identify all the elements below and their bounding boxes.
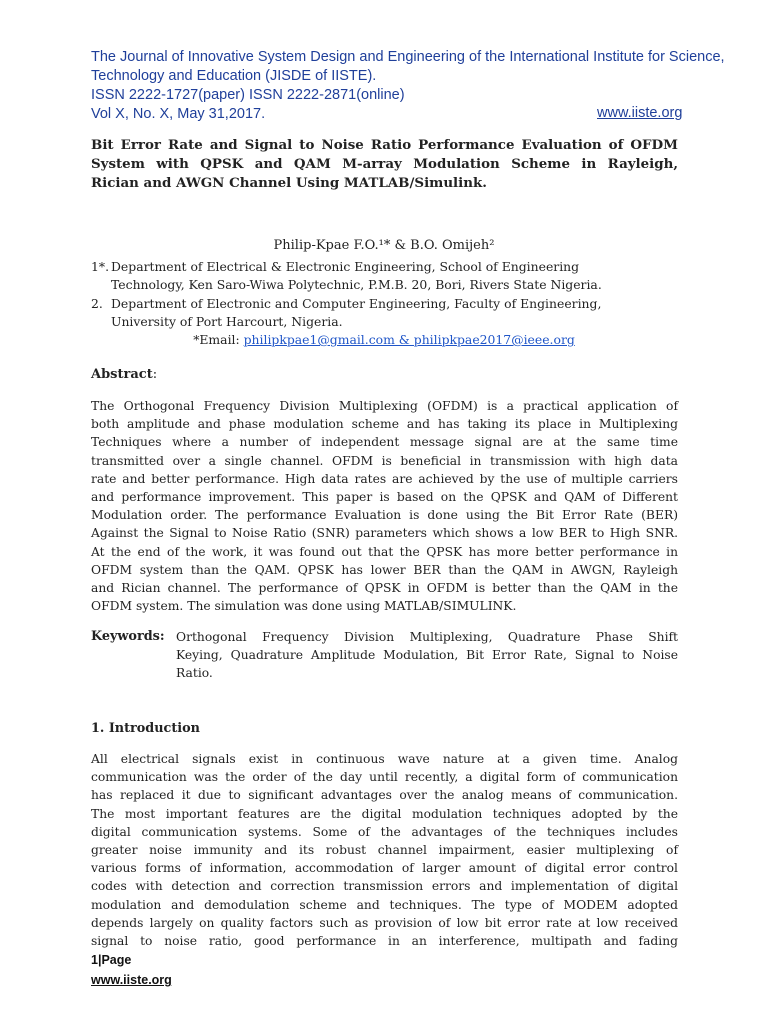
journal-name-line2: Technology and Education (JISDE of IISTE). — [91, 68, 377, 84]
journal-name-line1: The Journal of Innovative System Design and Engineering of the International Institute for Science, — [91, 49, 725, 65]
abstract-line: Techniques where a number of independent message signal are at the same time — [91, 435, 678, 450]
footer-website-link[interactable]: www.iiste.org — [91, 973, 172, 987]
keywords-line: Keying, Quadrature Amplitude Modulation, Bit Error Rate, Signal to Noise — [176, 648, 678, 663]
affiliation-1 — [91, 258, 678, 294]
abstract-line: transmitted over a single channel. OFDM is beneficial in transmission with high data — [91, 453, 678, 468]
abstract-line: and Rician channel. The performance of QPSK in OFDM is better than the QAM in the — [91, 581, 678, 596]
keywords-list — [176, 628, 678, 683]
affiliation-marker: 2. — [91, 296, 103, 311]
affiliation-2 — [91, 295, 678, 331]
introduction-body — [91, 750, 678, 950]
volume-line: Vol X, No. X, May 31,2017. — [91, 106, 266, 122]
abstract-body — [91, 397, 678, 615]
introduction-line: modulation and demodulation scheme and techniques. The type of MODEM adopted — [91, 897, 678, 912]
introduction-line: depends largely on quality factors such as provision of low bit error rate at low received — [91, 915, 678, 930]
abstract-line: OFDM system. The simulation was done using MATLAB/SIMULINK. — [91, 599, 517, 614]
issn-line: ISSN 2222-1727(paper) ISSN 2222-2871(online) — [91, 87, 405, 103]
abstract-line: OFDM system than the QAM. QPSK has lower BER than the QAM in AWGN, Rayleigh — [91, 562, 678, 577]
authors: Philip-Kpae F.O.¹* & B.O. Omijeh² — [273, 238, 495, 253]
introduction-line: greater noise immunity and its robust channel impairment, easier multiplexing of — [91, 843, 678, 858]
email-prefix: *Email: — [193, 332, 244, 347]
abstract-heading — [91, 366, 157, 384]
page-number: 1|Page — [91, 953, 132, 967]
abstract-line: Modulation order. The performance Evaluation is done using the Bit Error Rate (BER) — [91, 508, 678, 523]
abstract-heading-label: Abstract — [91, 367, 153, 382]
title-line: Bit Error Rate and Signal to Noise Ratio Performance Evaluation of OFDM — [91, 137, 678, 153]
introduction-line: communication was the order of the day until recently, a digital form of communication — [91, 770, 678, 785]
abstract-line: The Orthogonal Frequency Division Multiplexing (OFDM) is a practical application of — [91, 399, 678, 413]
abstract-line: Against the Signal to Noise Ratio (SNR) parameters which shows a low BER to High SNR. — [91, 526, 678, 541]
keywords-line: Ratio. — [176, 666, 213, 681]
header-website-link[interactable]: www.iiste.org — [597, 105, 683, 121]
paper-title — [91, 136, 678, 193]
abstract-line: and performance improvement. This paper is based on the QPSK and QAM of Different — [91, 490, 678, 505]
affiliation-line: Department of Electronic and Computer Engineering, Faculty of Engineering, — [111, 296, 602, 311]
introduction-line: digital communication systems. Some of the advantages of the techniques includes — [91, 824, 678, 839]
email-link[interactable]: philipkpae1@gmail.com & philipkpae2017@ieee.org — [243, 332, 575, 347]
introduction-line: various forms of information, accommodation of larger amount of digital error control — [91, 861, 678, 876]
keywords-line: Orthogonal Frequency Division Multiplexing, Quadrature Phase Shift — [176, 630, 678, 644]
introduction-heading: 1. Introduction — [91, 721, 200, 736]
affiliation-line: University of Port Harcourt, Nigeria. — [111, 314, 343, 329]
title-line: System with QPSK and QAM M-array Modulation Scheme in Rayleigh, — [91, 156, 678, 172]
keywords-label: Keywords: — [91, 629, 165, 644]
introduction-line: The most important features are the digital modulation techniques adopted by the — [91, 806, 678, 821]
email-line — [0, 331, 768, 349]
introduction-line: All electrical signals exist in continuous wave nature at a given time. Analog — [91, 752, 678, 766]
abstract-line: both amplitude and phase modulation scheme and has taking its place in Multiplexing — [91, 417, 678, 432]
abstract-line: At the end of the work, it was found out that the QPSK has more better performance in — [91, 544, 678, 559]
abstract-line: rate and better performance. High data rates are achieved by the use of multiple carriers — [91, 471, 678, 486]
title-line: Rician and AWGN Channel Using MATLAB/Simulink. — [91, 175, 487, 191]
introduction-line: codes with detection and correction transmission errors and implementation of digital — [91, 879, 678, 894]
affiliation-line: Department of Electrical & Electronic Engineering, School of Engineering — [111, 259, 580, 274]
abstract-heading-suffix: : — [152, 367, 158, 382]
introduction-line: signal to noise ratio, good performance in an interference, multipath and fading — [91, 934, 678, 949]
affiliation-marker: 1*. — [91, 259, 110, 274]
introduction-line: has replaced it due to significant advantages over the analog means of communication. — [91, 788, 678, 803]
affiliation-line: Technology, Ken Saro-Wiwa Polytechnic, P.M.B. 20, Bori, Rivers State Nigeria. — [111, 277, 602, 292]
